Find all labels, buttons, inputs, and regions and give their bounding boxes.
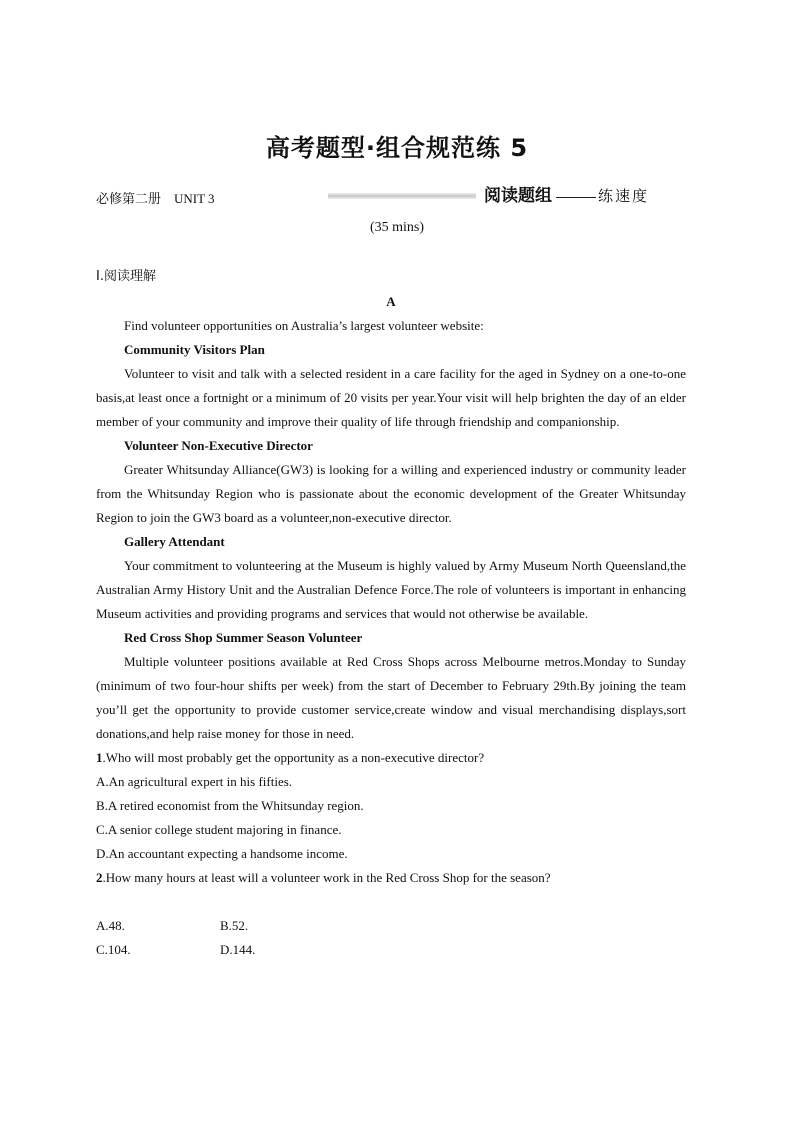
part-title: Ⅰ.阅读理解: [96, 269, 156, 284]
section-dash: [556, 197, 596, 198]
item-text: Greater Whitsunday Alliance(GW3) is looking for a willing and experienced industry or community leader from the Whitsunday Region who is passionate about the economic development of the Greater Whitsunday Region to join the GW3 board as a volunteer,non-executive director.: [96, 462, 686, 525]
option: B.52.: [220, 918, 249, 933]
document-body: [96, 264, 686, 962]
section-heading: [484, 181, 649, 206]
question-stem: .How many hours at least will a volunteer work in the Red Cross Shop for the season?: [102, 870, 551, 885]
option: D.144.: [220, 942, 256, 957]
time-limit: (35 mins): [369, 220, 425, 235]
item-heading: Gallery Attendant: [124, 534, 225, 549]
option: A.An agricultural expert in his fifties.: [96, 774, 293, 789]
question-1: [96, 746, 686, 770]
option: C.A senior college student majoring in finance.: [96, 822, 342, 837]
item-text: Your commitment to volunteering at the Museum is highly valued by Army Museum North Queensland,the Australian Army History Unit and the Australian Defence Force.The role of volunteers is important in enhancing Museum activities and providing programs and services that would not otherwise be available.: [96, 558, 686, 621]
options-row: [96, 938, 686, 962]
item-heading: Volunteer Non-Executive Director: [124, 438, 313, 453]
section-main-title: 阅读题组: [484, 186, 552, 206]
option: D.An accountant expecting a handsome income.: [96, 846, 348, 861]
options-row: [96, 914, 686, 938]
question-number: 2: [96, 870, 103, 885]
item-heading: Community Visitors Plan: [124, 342, 265, 357]
section-sub-title: 练速度: [598, 187, 650, 205]
option: B.A retired economist from the Whitsunday region.: [96, 798, 364, 813]
item-text: Multiple volunteer positions available at Red Cross Shops across Melbourne metros.Monday to Sunday (minimum of two four-hour shifts per week) from the start of December to February 29th.By joining the team you’ll get the opportunity to provide customer service,create window and visual merchandising displays,sort donations,and help raise money for those in need.: [96, 654, 686, 741]
question-stem: .Who will most probably get the opportunity as a non-executive director?: [102, 750, 485, 765]
page-title: 高考题型·组合规范练 5: [265, 134, 529, 162]
subtitle-row: [96, 181, 716, 207]
option: C.104.: [96, 942, 131, 957]
item-text: Volunteer to visit and talk with a selected resident in a care facility for the aged in Sydney on a one-to-one basis,at least once a fortnight or a minimum of 20 visits per year.Your visit will help brighten the day of an elder member of your community and improve their quality of life through friendship and companionship.: [96, 366, 686, 429]
item-heading: Red Cross Shop Summer Season Volunteer: [124, 630, 363, 645]
option: A.48.: [96, 918, 125, 933]
spacer: [96, 890, 686, 914]
decorative-band: [328, 193, 476, 199]
passage-intro: Find volunteer opportunities on Australia’s largest volunteer website:: [124, 318, 484, 333]
course-label: 必修第二册 UNIT 3: [96, 191, 215, 206]
question-number: 1: [96, 750, 103, 765]
question-2: [96, 866, 686, 890]
passage-letter: A: [386, 294, 396, 309]
